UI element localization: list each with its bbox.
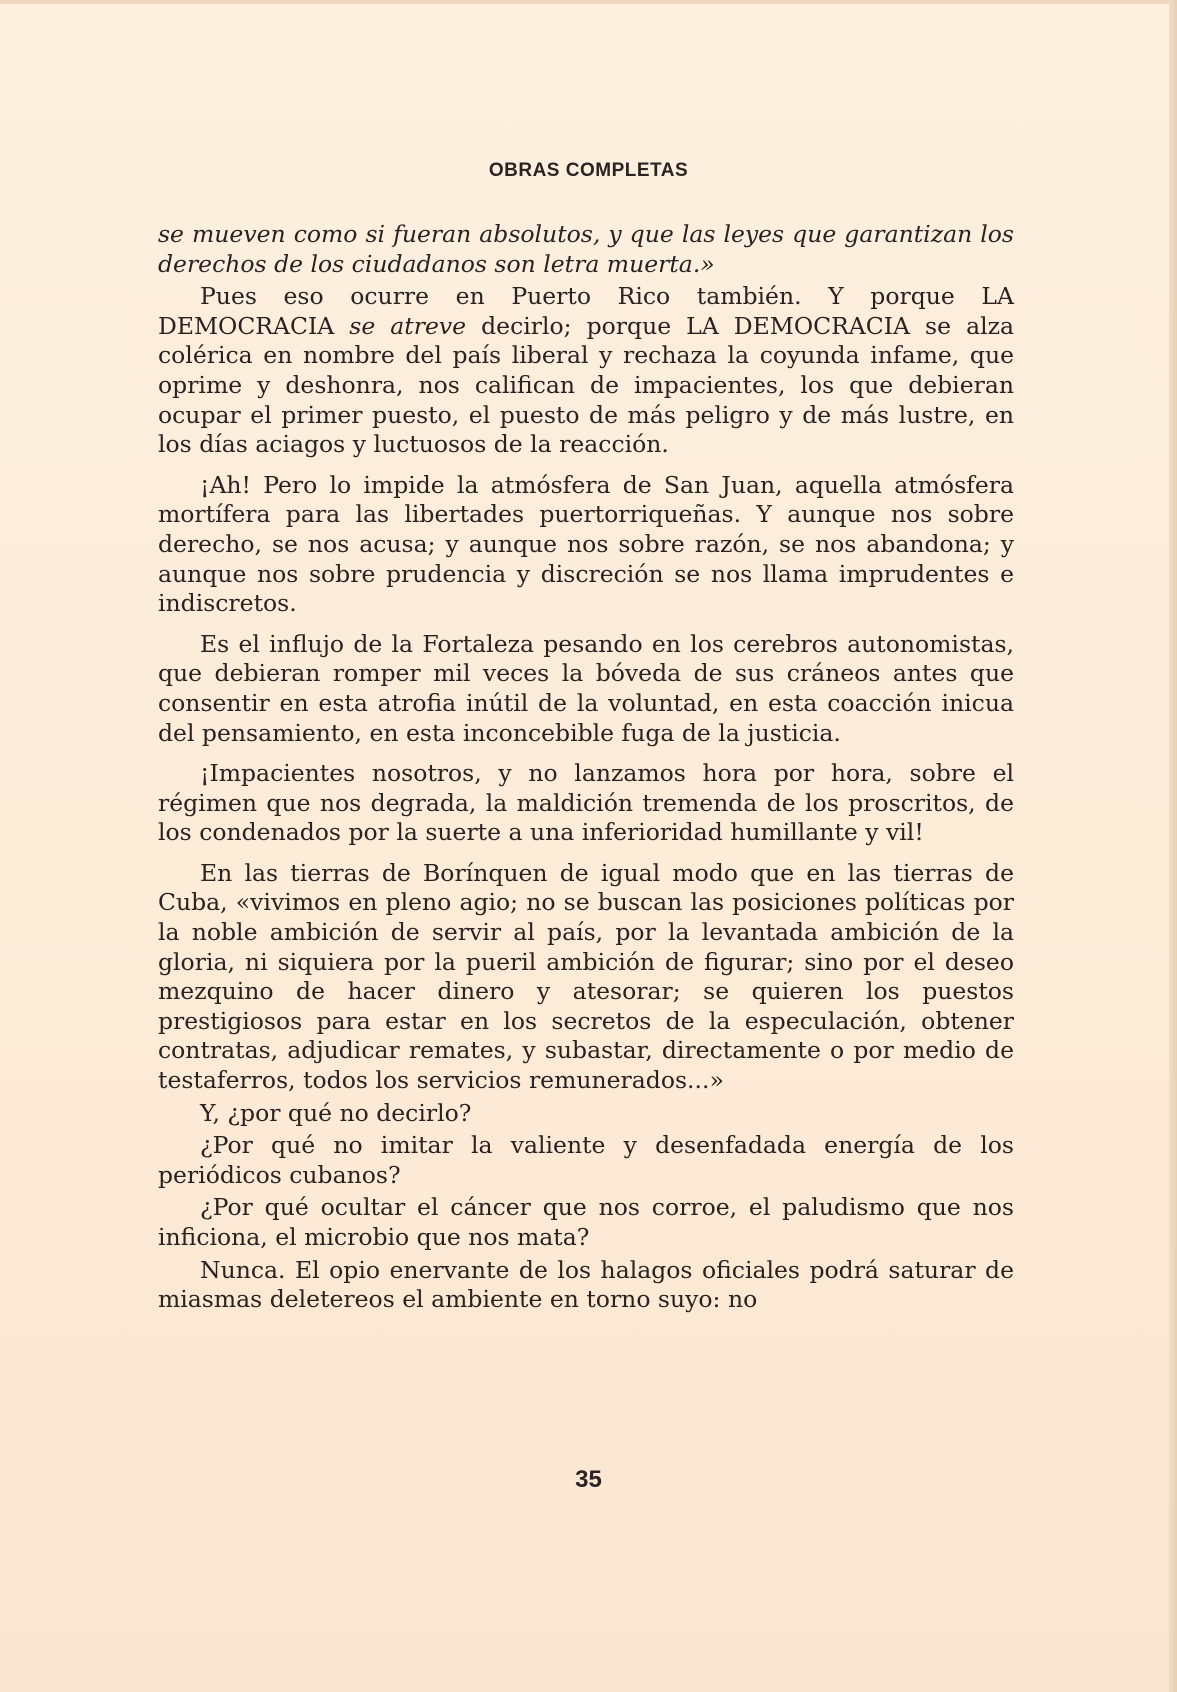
paragraph-2-italic: se atreve: [349, 311, 467, 340]
paragraph-1: [158, 220, 1014, 279]
paragraph-1-italic: se mueven como si fueran absolutos, y que las leyes que garantizan los derechos de los ciudadanos son letra muerta.»: [158, 220, 1014, 278]
paragraph-9: ¿Por qué ocultar el cáncer que nos corroe, el paludismo que nos inficiona, el microbio que nos mata?: [158, 1193, 1014, 1251]
page-right-edge: [1169, 0, 1177, 1692]
paragraph-2-part2: decirlo; porque LA DEMOCRACIA se alza colérica en nombre del país liberal y rechaza la coyunda infame, que oprime y deshonra, nos califican de impacientes, los que debieran ocupar el primer puesto, el puesto de más peligro y de más lustre, en los días aciagos y luctuosos de la reacción.: [158, 311, 1014, 459]
paragraph-7: Y, ¿por qué no decirlo?: [200, 1098, 472, 1127]
page-number: 35: [575, 1466, 602, 1493]
page-top-edge: [0, 0, 1177, 4]
running-header: OBRAS COMPLETAS: [488, 160, 689, 181]
paragraph-4: Es el influjo de la Fortaleza pesando en los cerebros autonomistas, que debieran romper mil veces la bóveda de sus cráneos antes que consentir en esta atrofia inútil de la voluntad, en esta coacción inicua del pensamiento, en esta inconcebible fuga de la justicia.: [158, 629, 1014, 747]
paragraph-2: [158, 282, 1014, 460]
paragraph-6: En las tierras de Borínquen de igual modo que en las tierras de Cuba, «vivimos en pleno agio; no se buscan las posiciones políticas por la noble ambición de servir al país, por la levantada ambición de la gloria, ni siquiera por la pueril ambición de figurar; sino por el deseo mezquino de hacer dinero y atesorar; se quieren los puestos prestigiosos para estar en los secretos de la especulación, obtener contratas, adjudicar remates, y subastar, directamente o por medio de testaferros, todos los servicios remunerados...»: [158, 858, 1014, 1095]
body-text: [158, 220, 1014, 1318]
paragraph-8: ¿Por qué no imitar la valiente y desenfadada energía de los periódicos cubanos?: [158, 1131, 1014, 1189]
paragraph-5: ¡Impacientes nosotros, y no lanzamos hora por hora, sobre el régimen que nos degrada, la maldición tremenda de los proscritos, de los condenados por la suerte a una inferioridad humillante y vil!: [158, 759, 1014, 847]
paragraph-10: Nunca. El opio enervante de los halagos oficiales podrá saturar de miasmas deletereos el ambiente en torno suyo: no: [158, 1255, 1014, 1314]
paragraph-3: ¡Ah! Pero lo impide la atmósfera de San Juan, aquella atmósfera mortífera para las libertades puertorriqueñas. Y aunque nos sobre derecho, se nos acusa; y aunque nos sobre razón, se nos abandona; y aunque nos sobre prudencia y discreción se nos llama imprudentes e indiscretos.: [158, 470, 1014, 618]
paragraph-2-part1: Pues eso ocurre en Puerto Rico también. Y porque LA DEMOCRACIA: [158, 282, 1014, 340]
